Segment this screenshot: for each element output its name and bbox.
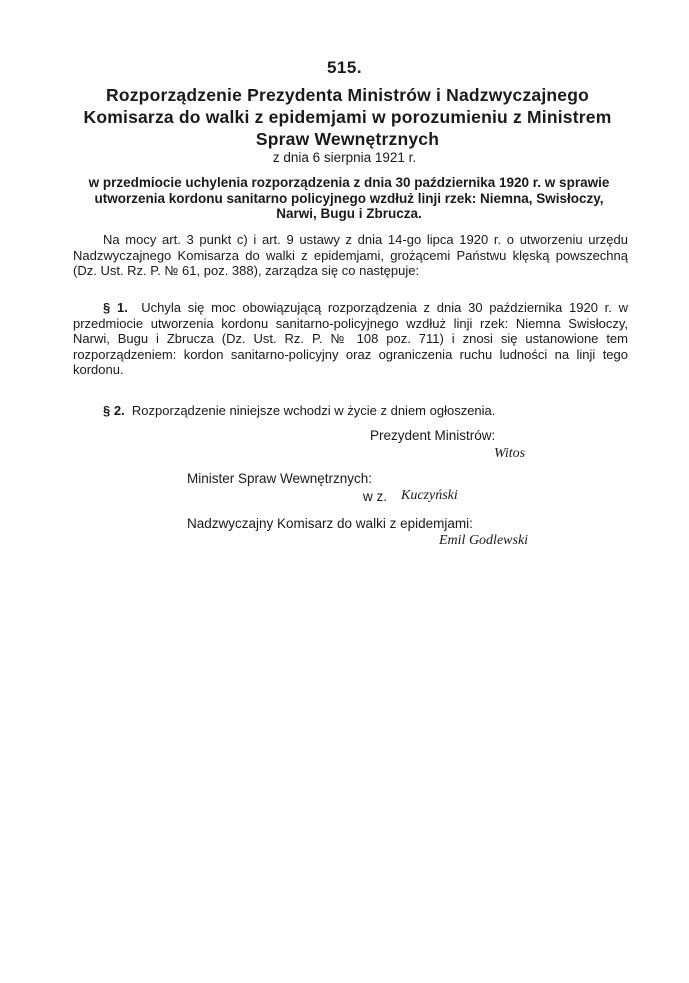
- interior-minister-signature: Kuczyński: [401, 488, 458, 503]
- document-number: 515.: [326, 58, 363, 77]
- section-2-label: § 2.: [103, 403, 125, 418]
- section-1-text: Uchyla się moc obowiązującą rozporządzenia z dnia 30 października 1920 r. w przedmiocie utworzenia kordonu sanitarno-policyjnego wzdłuż linji rzek: Niemna Swisłoczy, Narwi, Bugu i Zbrucza (Dz. Ust. Rz. P. № 108 poz. 711) i znosi się ustanowione tem rozporządzeniem: kordon sanitarno-policyjny oraz ograniczenia ruchu ludności na linji tego kordonu.: [73, 300, 629, 377]
- section-1-label: § 1.: [103, 300, 128, 315]
- prime-minister-title: Prezydent Ministrów:: [370, 428, 496, 443]
- prime-minister-signature: Witos: [494, 446, 526, 461]
- intro-paragraph: Na mocy art. 3 punkt c) i art. 9 ustawy z dnia 14-go lipca 1920 r. o utworzeniu urzędu Nadzwyczajnego Komisarza do walki z epidemjami, grożącemi Państwu klęską powszechną (Dz. Ust. Rz. P. № 61, poz. 388), zarządza się co następuje:: [73, 232, 628, 278]
- document-subject: w przedmiocie uchylenia rozporządzenia z dnia 30 października 1920 r. w sprawie utworzenia kordonu sanitarno policyjnego wzdłuż linji rzek: Niemna, Swisłoczy, Narwi, Bugu i Zbrucza.: [88, 175, 610, 221]
- document-date: z dnia 6 sierpnia 1921 r.: [272, 150, 417, 165]
- commissioner-signature: Emil Godlewski: [439, 533, 529, 548]
- interior-minister-title: Minister Spraw Wewnętrznych:: [187, 471, 373, 486]
- section-2: [73, 403, 628, 419]
- section-2-text: Rozporządzenie niniejsze wchodzi w życie z dniem ogłoszenia.: [131, 403, 496, 418]
- document-title: Rozporządzenie Prezydenta Ministrów i Nadzwyczajnego Komisarza do walki z epidemjami w porozumieniu z Ministrem Spraw Wewnętrznych: [83, 85, 612, 149]
- commissioner-title: Nadzwyczajny Komisarz do walki z epidemjami:: [187, 516, 473, 531]
- interior-minister-prefix: w z.: [363, 489, 388, 504]
- section-1: [73, 300, 628, 378]
